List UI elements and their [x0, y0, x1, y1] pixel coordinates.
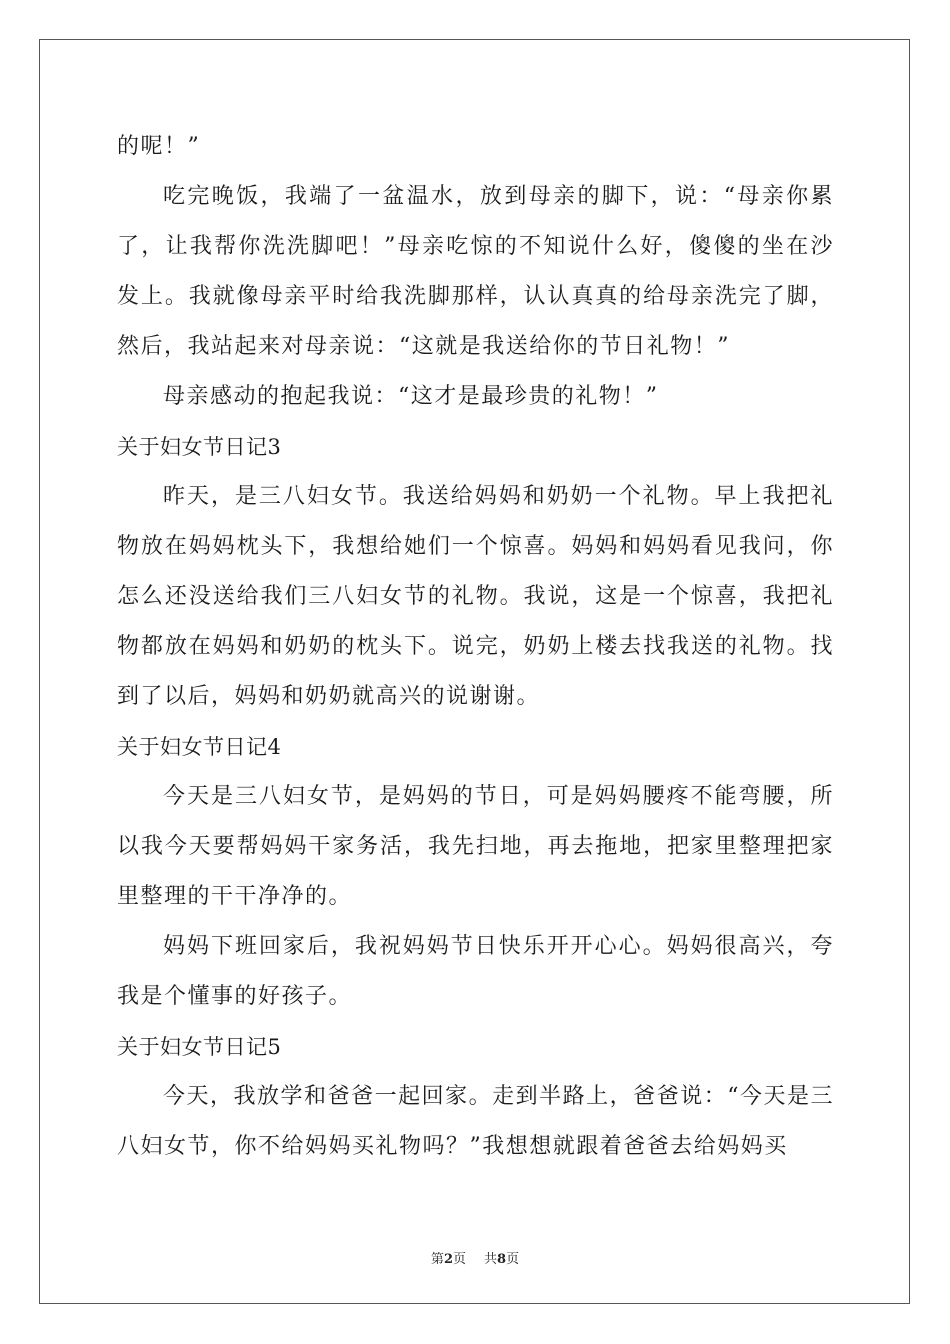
paragraph: 的呢！” — [117, 134, 201, 159]
page-suffix: 页 — [452, 1252, 466, 1267]
paragraph: 母亲感动的抱起我说：“这才是最珍贵的礼物！” — [163, 384, 659, 409]
section-heading: 关于妇女节日记4 — [117, 735, 282, 759]
total-prefix: 共 — [484, 1252, 498, 1267]
total-pages: 8 — [497, 1252, 507, 1267]
paragraph: 吃完晚饭，我端了一盆温水，放到母亲的脚下，说：“母亲你累了，让我帮你洗洗脚吧！”母亲吃惊的不知说什么好，傻傻的坐在沙发上。我就像母亲平时给我洗脚那样，认认真真的给母亲洗完了脚，然后，我站起来对母亲说：“这就是我送给你的节日礼物！” — [117, 184, 834, 359]
page-footer — [0, 1248, 950, 1267]
total-suffix: 页 — [506, 1252, 520, 1267]
page-prefix: 第 — [430, 1252, 444, 1267]
paragraph: 今天是三八妇女节，是妈妈的节日，可是妈妈腰疼不能弯腰，所以我今天要帮妈妈干家务活，我先扫地，再去拖地，把家里整理把家里整理的干干净净的。 — [117, 784, 834, 909]
page-number: 2 — [443, 1252, 453, 1267]
paragraph: 昨天，是三八妇女节。我送给妈妈和奶奶一个礼物。早上我把礼物放在妈妈枕头下，我想给她们一个惊喜。妈妈和妈妈看见我问，你怎么还没送给我们三八妇女节的礼物。我说，这是一个惊喜，我把礼物都放在妈妈和奶奶的枕头下。说完，奶奶上楼去找我送的礼物。找到了以后，妈妈和奶奶就高兴的说谢谢。 — [117, 484, 834, 709]
paragraph: 妈妈下班回家后，我祝妈妈节日快乐开开心心。妈妈很高兴，夸我是个懂事的好孩子。 — [117, 934, 834, 1009]
document-body — [117, 122, 834, 1172]
section-heading: 关于妇女节日记5 — [117, 1035, 282, 1059]
paragraph: 今天，我放学和爸爸一起回家。走到半路上，爸爸说：“今天是三八妇女节，你不给妈妈买礼物吗？”我想想就跟着爸爸去给妈妈买 — [117, 1084, 834, 1159]
section-heading: 关于妇女节日记3 — [117, 435, 282, 459]
